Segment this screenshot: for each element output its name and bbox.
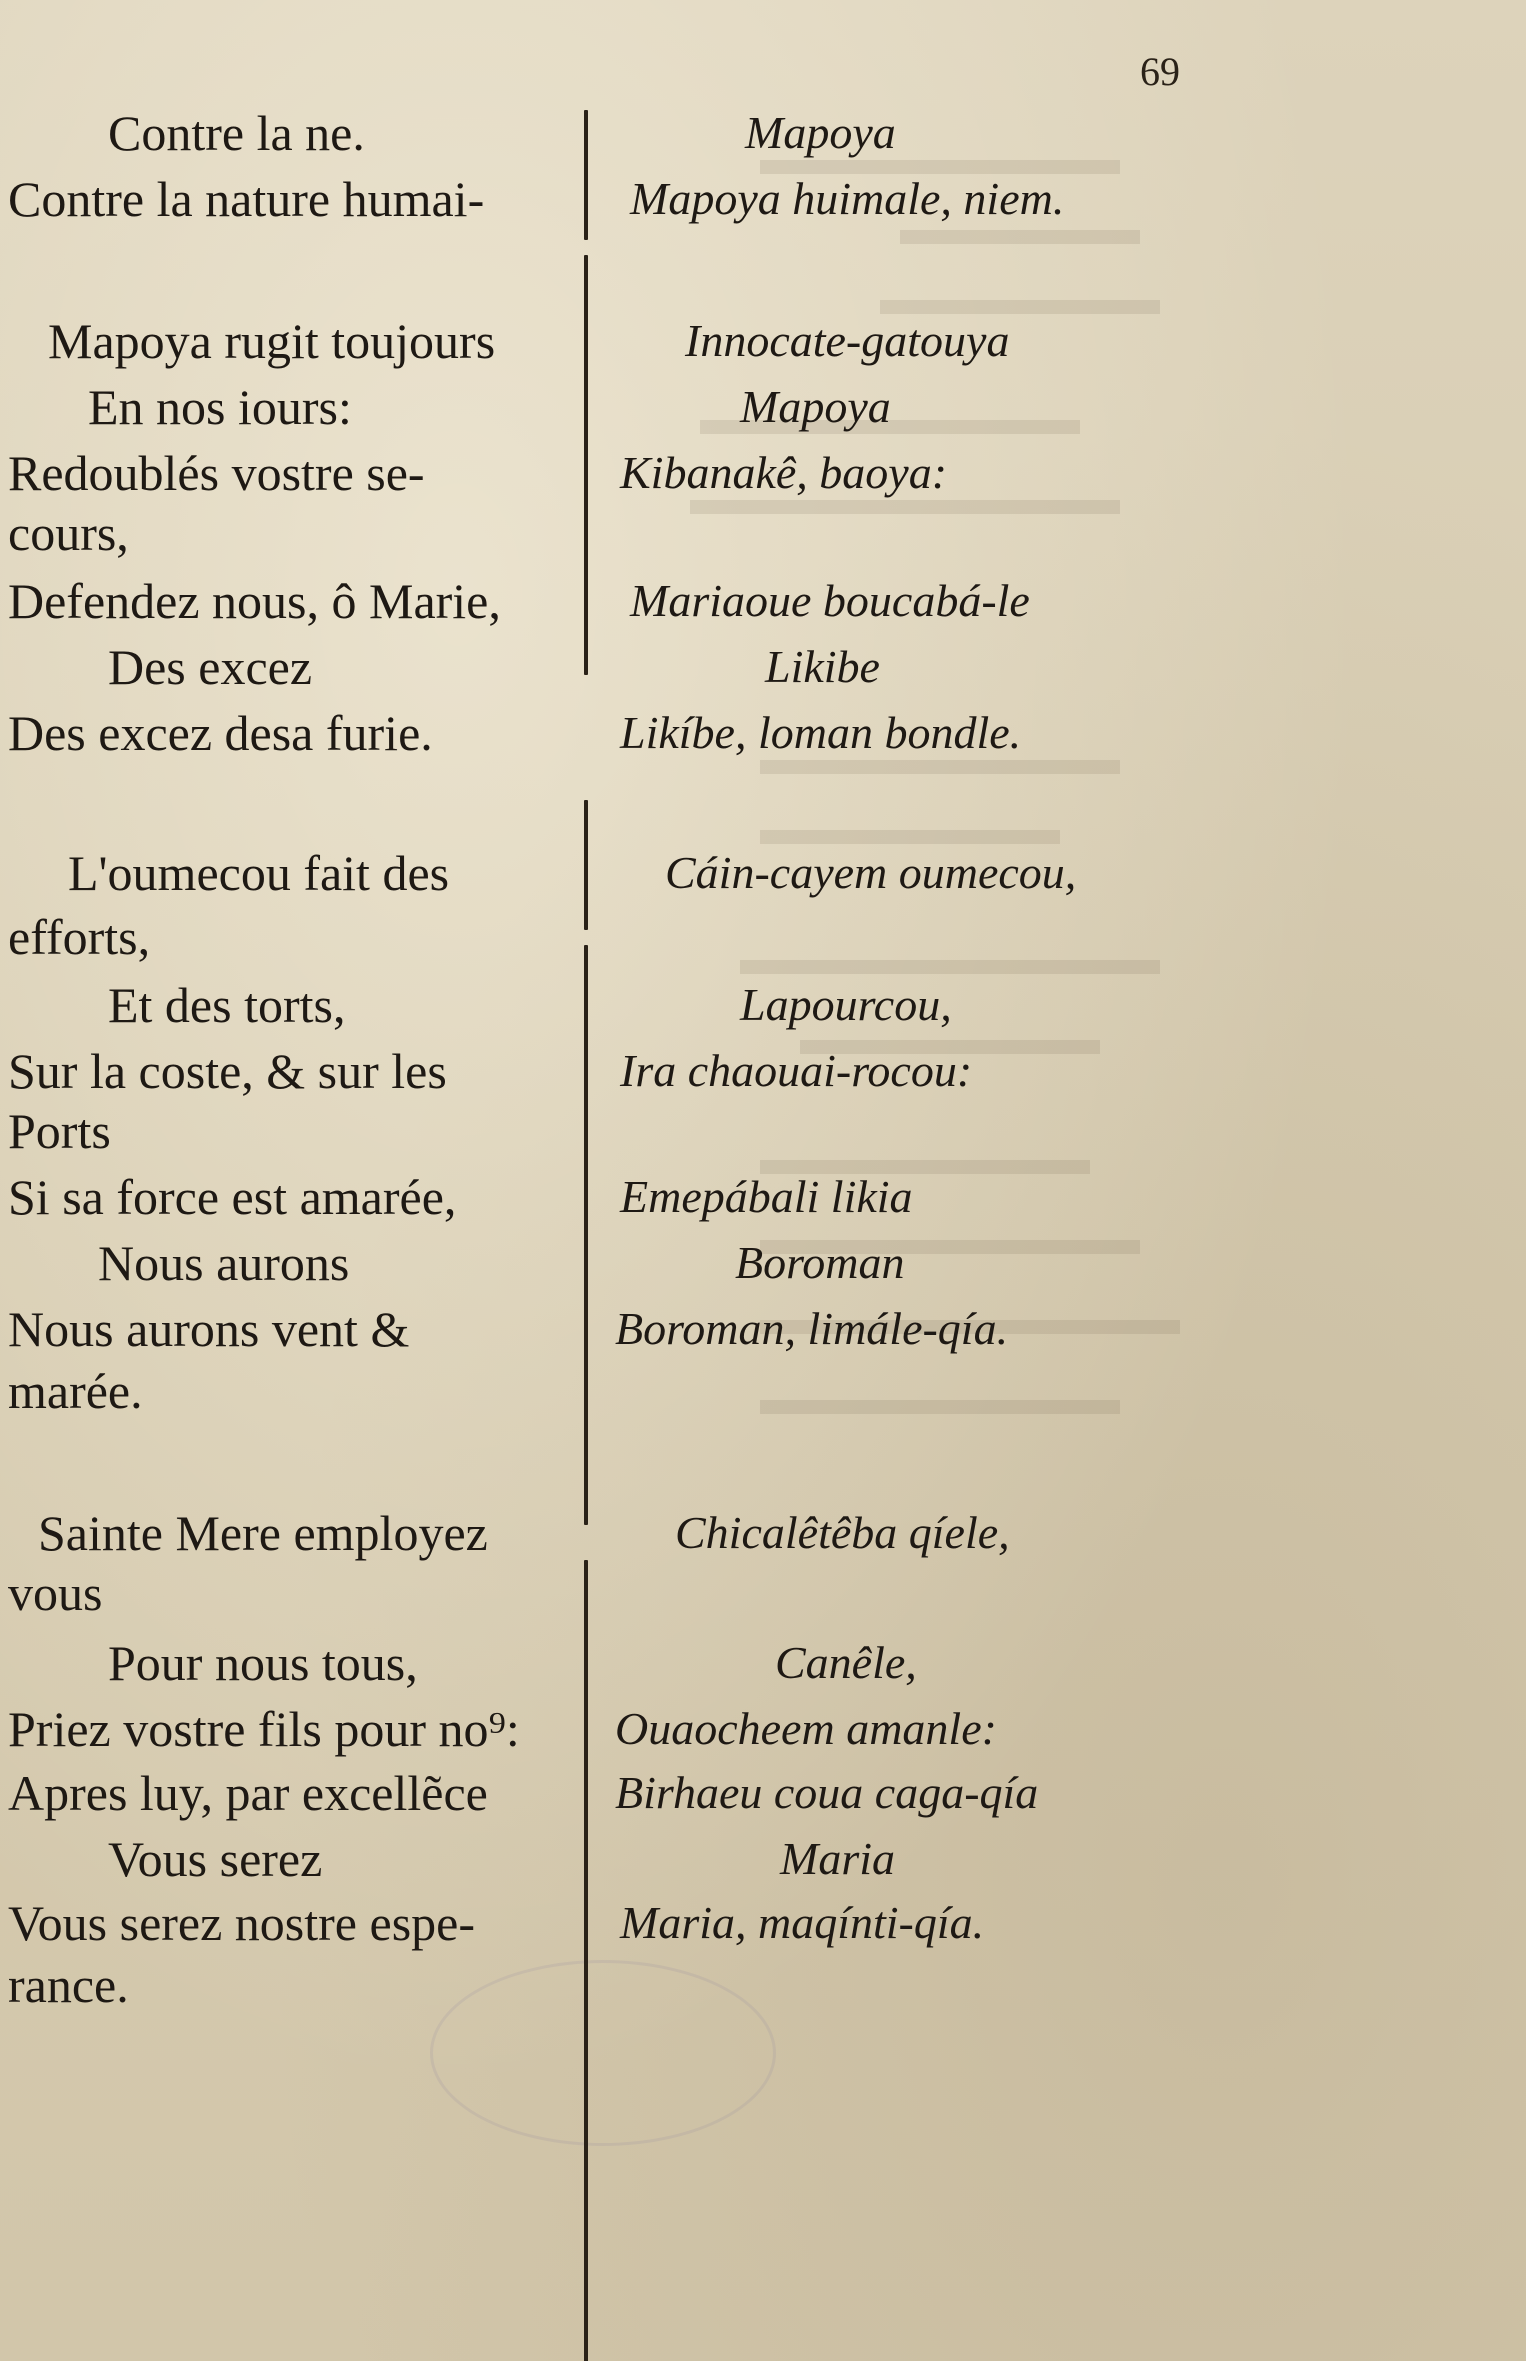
caribbean-verse-line: Canêle, bbox=[775, 1637, 917, 1688]
caribbean-verse-line: Mariaoue boucabá-le bbox=[630, 575, 1030, 626]
french-verse-line: Et des torts, bbox=[108, 977, 346, 1033]
french-verse-line: L'oumecou fait des bbox=[68, 845, 450, 901]
french-verse-line: Vous serez bbox=[108, 1831, 323, 1887]
french-verse-line: Des excez desa furie. bbox=[8, 705, 433, 761]
caribbean-verse-line: Ira chaouai-rocou: bbox=[620, 1045, 973, 1096]
caribbean-verse-line: Boroman, limále-qía. bbox=[615, 1303, 1009, 1354]
caribbean-verse-line: Mapoya bbox=[740, 381, 891, 432]
caribbean-verse-line: Likibe bbox=[765, 641, 880, 692]
french-verse-line: Vous serez nostre espe- bbox=[8, 1895, 475, 1951]
french-verse-line: Apres luy, par excellẽce bbox=[8, 1765, 488, 1821]
caribbean-verse-line: Chicalêtêba qíele, bbox=[675, 1507, 1010, 1558]
divider-segment bbox=[584, 800, 588, 930]
french-verse-line: Pour nous tous, bbox=[108, 1635, 418, 1691]
french-verse-line: Des excez bbox=[108, 639, 313, 695]
caribbean-verse-line: Mapoya bbox=[745, 107, 896, 158]
caribbean-verse-line: Emepábali likia bbox=[620, 1171, 913, 1222]
caribbean-verse-line: Likíbe, loman bondle. bbox=[620, 707, 1022, 758]
french-verse-line: Contre la ne. bbox=[108, 105, 365, 161]
french-verse-line: Si sa force est amarée, bbox=[8, 1169, 457, 1225]
french-verse-line: Sainte Mere employez bbox=[38, 1505, 488, 1561]
french-verse-line: rance. bbox=[8, 1957, 129, 2013]
caribbean-verse-line: Innocate-gatouya bbox=[685, 315, 1010, 366]
divider-segment bbox=[584, 945, 588, 1525]
divider-segment bbox=[584, 255, 588, 675]
caribbean-verse-line: Cáin-cayem oumecou, bbox=[665, 847, 1077, 898]
caribbean-verse-line: Mapoya huimale, niem. bbox=[630, 173, 1065, 224]
french-verse-line: vous bbox=[8, 1565, 103, 1621]
caribbean-verse-line: Maria bbox=[780, 1833, 895, 1884]
french-verse-line: Redoublés vostre se- bbox=[8, 445, 425, 501]
french-verse-line: efforts, bbox=[8, 909, 151, 965]
french-verse-line: cours, bbox=[8, 505, 129, 561]
french-verse-line: Defendez nous, ô Marie, bbox=[8, 573, 501, 629]
caribbean-verse-line: Maria, maqínti-qía. bbox=[620, 1897, 985, 1948]
french-verse-line: Nous aurons bbox=[98, 1235, 350, 1291]
french-verse-line: marée. bbox=[8, 1363, 143, 1419]
french-verse-line: Sur la coste, & sur les bbox=[8, 1043, 447, 1099]
page-number: 69 bbox=[1140, 49, 1180, 94]
caribbean-verse-line: Ouaocheem amanle: bbox=[615, 1703, 997, 1754]
caribbean-verse-line: Birhaeu coua caga-qía bbox=[615, 1767, 1039, 1818]
caribbean-verse-line: Lapourcou, bbox=[740, 979, 952, 1030]
french-verse-line: Nous aurons vent & bbox=[8, 1301, 410, 1357]
french-verse-line: Mapoya rugit toujours bbox=[48, 313, 496, 369]
caribbean-verse-line: Boroman bbox=[735, 1237, 905, 1288]
french-verse-line: Ports bbox=[8, 1103, 111, 1159]
divider-segment bbox=[584, 1560, 588, 2361]
caribbean-verse-line: Kibanakê, baoya: bbox=[620, 447, 948, 498]
faded-library-stamp bbox=[430, 1960, 776, 2146]
french-verse-line: Contre la nature humai- bbox=[8, 171, 485, 227]
french-verse-line: En nos iours: bbox=[88, 379, 352, 435]
french-verse-line: Priez vostre fils pour no⁹: bbox=[8, 1701, 520, 1757]
divider-segment bbox=[584, 110, 588, 240]
